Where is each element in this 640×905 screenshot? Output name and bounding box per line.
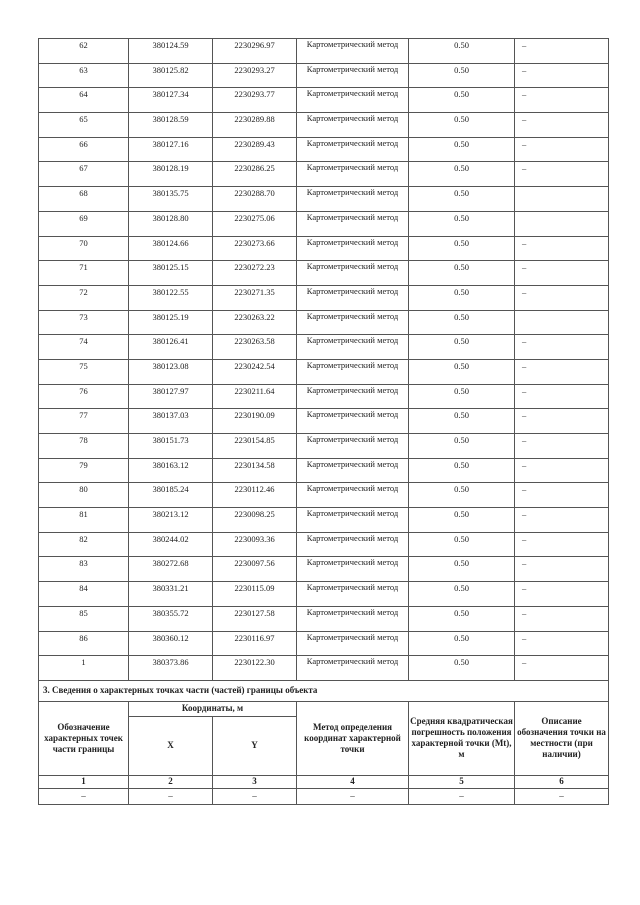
document-page <box>38 38 608 805</box>
coord-y-cell: 2230134.58 <box>213 458 297 483</box>
empty-cell: – <box>297 788 409 804</box>
coord-y-cell: 2230263.58 <box>213 335 297 360</box>
method-cell: Картометрический метод <box>297 483 409 508</box>
description-cell: – <box>515 409 609 434</box>
method-cell: Картометрический метод <box>297 187 409 212</box>
coord-x-cell: 380244.02 <box>129 532 213 557</box>
coord-x-cell: 380331.21 <box>129 582 213 607</box>
method-cell: Картометрический метод <box>297 656 409 681</box>
method-cell: Картометрический метод <box>297 63 409 88</box>
table-row <box>39 137 609 162</box>
point-number-cell: 65 <box>39 113 129 138</box>
method-cell: Картометрический метод <box>297 162 409 187</box>
method-cell: Картометрический метод <box>297 409 409 434</box>
accuracy-cell: 0.50 <box>409 508 515 533</box>
description-cell: – <box>515 656 609 681</box>
table-row <box>39 656 609 681</box>
point-number-cell: 67 <box>39 162 129 187</box>
point-number-cell: 70 <box>39 236 129 261</box>
accuracy-cell: 0.50 <box>409 310 515 335</box>
table-row <box>39 557 609 582</box>
point-number-cell: 1 <box>39 656 129 681</box>
accuracy-cell: 0.50 <box>409 335 515 360</box>
table-row <box>39 39 609 64</box>
column-index: 4 <box>297 775 409 788</box>
coord-x-cell: 380127.16 <box>129 137 213 162</box>
coord-x-cell: 380135.75 <box>129 187 213 212</box>
method-cell: Картометрический метод <box>297 236 409 261</box>
coord-y-cell: 2230289.88 <box>213 113 297 138</box>
accuracy-cell: 0.50 <box>409 532 515 557</box>
method-cell: Картометрический метод <box>297 631 409 656</box>
description-cell: – <box>515 88 609 113</box>
coord-y-cell: 2230097.56 <box>213 557 297 582</box>
header-coordinates: Координаты, м <box>129 701 297 716</box>
column-index: 3 <box>213 775 297 788</box>
table-row <box>39 409 609 434</box>
coord-y-cell: 2230293.77 <box>213 88 297 113</box>
point-number-cell: 84 <box>39 582 129 607</box>
coord-y-cell: 2230288.70 <box>213 187 297 212</box>
point-number-cell: 75 <box>39 359 129 384</box>
coord-x-cell: 380272.68 <box>129 557 213 582</box>
point-number-cell: 86 <box>39 631 129 656</box>
description-cell: – <box>515 63 609 88</box>
description-cell: – <box>515 606 609 631</box>
point-number-cell: 80 <box>39 483 129 508</box>
coord-x-cell: 380185.24 <box>129 483 213 508</box>
coord-y-cell: 2230293.27 <box>213 63 297 88</box>
accuracy-cell: 0.50 <box>409 434 515 459</box>
coord-x-cell: 380128.19 <box>129 162 213 187</box>
coord-y-cell: 2230098.25 <box>213 508 297 533</box>
column-index-row <box>39 775 609 788</box>
table-row <box>39 88 609 113</box>
table-row <box>39 285 609 310</box>
accuracy-cell: 0.50 <box>409 582 515 607</box>
point-number-cell: 81 <box>39 508 129 533</box>
accuracy-cell: 0.50 <box>409 409 515 434</box>
accuracy-cell: 0.50 <box>409 458 515 483</box>
method-cell: Картометрический метод <box>297 137 409 162</box>
coord-y-cell: 2230093.36 <box>213 532 297 557</box>
coord-y-cell: 2230190.09 <box>213 409 297 434</box>
table-row <box>39 113 609 138</box>
table-row <box>39 162 609 187</box>
coord-x-cell: 380125.15 <box>129 261 213 286</box>
empty-cell: – <box>39 788 129 804</box>
table-row <box>39 631 609 656</box>
coord-x-cell: 380125.82 <box>129 63 213 88</box>
table-row <box>39 310 609 335</box>
coord-y-cell: 2230154.85 <box>213 434 297 459</box>
coord-x-cell: 380125.19 <box>129 310 213 335</box>
description-cell: – <box>515 113 609 138</box>
coord-y-cell: 2230296.97 <box>213 39 297 64</box>
coord-x-cell: 380128.80 <box>129 211 213 236</box>
description-cell: – <box>515 557 609 582</box>
method-cell: Картометрический метод <box>297 359 409 384</box>
description-cell: – <box>515 434 609 459</box>
accuracy-cell: 0.50 <box>409 137 515 162</box>
coord-x-cell: 380122.55 <box>129 285 213 310</box>
description-cell: – <box>515 285 609 310</box>
coord-x-cell: 380163.12 <box>129 458 213 483</box>
method-cell: Картометрический метод <box>297 606 409 631</box>
description-cell: – <box>515 261 609 286</box>
coord-y-cell: 2230273.66 <box>213 236 297 261</box>
empty-cell: – <box>409 788 515 804</box>
table-row <box>39 384 609 409</box>
method-cell: Картометрический метод <box>297 508 409 533</box>
section3 <box>39 680 609 804</box>
point-number-cell: 77 <box>39 409 129 434</box>
points-table-body <box>39 39 609 681</box>
accuracy-cell: 0.50 <box>409 211 515 236</box>
table-row <box>39 582 609 607</box>
header-designation: Обозначение характерных точек части границы <box>39 701 129 775</box>
description-cell: – <box>515 236 609 261</box>
coord-x-cell: 380123.08 <box>129 359 213 384</box>
accuracy-cell: 0.50 <box>409 63 515 88</box>
description-cell: – <box>515 359 609 384</box>
boundary-points-table <box>38 38 609 805</box>
point-number-cell: 74 <box>39 335 129 360</box>
coord-x-cell: 380360.12 <box>129 631 213 656</box>
description-cell: – <box>515 458 609 483</box>
accuracy-cell: 0.50 <box>409 656 515 681</box>
description-cell: – <box>515 631 609 656</box>
header-x: X <box>129 716 213 775</box>
header-method: Метод определения координат характерной точки <box>297 701 409 775</box>
point-number-cell: 79 <box>39 458 129 483</box>
method-cell: Картометрический метод <box>297 335 409 360</box>
coord-x-cell: 380124.66 <box>129 236 213 261</box>
empty-cell: – <box>213 788 297 804</box>
coord-y-cell: 2230211.64 <box>213 384 297 409</box>
accuracy-cell: 0.50 <box>409 557 515 582</box>
table-row <box>39 359 609 384</box>
coord-x-cell: 380128.59 <box>129 113 213 138</box>
method-cell: Картометрический метод <box>297 434 409 459</box>
coord-x-cell: 380151.73 <box>129 434 213 459</box>
table-row <box>39 508 609 533</box>
point-number-cell: 64 <box>39 88 129 113</box>
column-index: 6 <box>515 775 609 788</box>
point-number-cell: 66 <box>39 137 129 162</box>
table-row <box>39 261 609 286</box>
description-cell: – <box>515 335 609 360</box>
table-row <box>39 458 609 483</box>
point-number-cell: 68 <box>39 187 129 212</box>
accuracy-cell: 0.50 <box>409 236 515 261</box>
coord-x-cell: 380124.59 <box>129 39 213 64</box>
accuracy-cell: 0.50 <box>409 359 515 384</box>
method-cell: Картометрический метод <box>297 310 409 335</box>
method-cell: Картометрический метод <box>297 285 409 310</box>
coord-x-cell: 380127.34 <box>129 88 213 113</box>
header-description: Описание обозначения точки на местности (при наличии) <box>515 701 609 775</box>
header-accuracy: Средняя квадратическая погрешность положения характерной точки (Mt), м <box>409 701 515 775</box>
description-cell: – <box>515 532 609 557</box>
coord-y-cell: 2230116.97 <box>213 631 297 656</box>
coord-x-cell: 380213.12 <box>129 508 213 533</box>
empty-cell: – <box>515 788 609 804</box>
accuracy-cell: 0.50 <box>409 88 515 113</box>
coord-y-cell: 2230242.54 <box>213 359 297 384</box>
point-number-cell: 76 <box>39 384 129 409</box>
accuracy-cell: 0.50 <box>409 606 515 631</box>
method-cell: Картометрический метод <box>297 113 409 138</box>
point-number-cell: 69 <box>39 211 129 236</box>
coord-y-cell: 2230289.43 <box>213 137 297 162</box>
table-row <box>39 63 609 88</box>
description-cell: – <box>515 384 609 409</box>
table-row <box>39 606 609 631</box>
coord-x-cell: 380137.03 <box>129 409 213 434</box>
table-row <box>39 483 609 508</box>
description-cell <box>515 310 609 335</box>
accuracy-cell: 0.50 <box>409 285 515 310</box>
section3-title: 3. Сведения о характерных точках части (частей) границы объекта <box>39 680 609 701</box>
coord-y-cell: 2230122.30 <box>213 656 297 681</box>
coord-y-cell: 2230275.06 <box>213 211 297 236</box>
description-cell <box>515 187 609 212</box>
table-row <box>39 187 609 212</box>
accuracy-cell: 0.50 <box>409 483 515 508</box>
coord-x-cell: 380126.41 <box>129 335 213 360</box>
method-cell: Картометрический метод <box>297 582 409 607</box>
header-y: Y <box>213 716 297 775</box>
accuracy-cell: 0.50 <box>409 162 515 187</box>
accuracy-cell: 0.50 <box>409 631 515 656</box>
column-index: 1 <box>39 775 129 788</box>
description-cell: – <box>515 508 609 533</box>
accuracy-cell: 0.50 <box>409 113 515 138</box>
column-index: 5 <box>409 775 515 788</box>
point-number-cell: 83 <box>39 557 129 582</box>
description-cell: – <box>515 39 609 64</box>
point-number-cell: 85 <box>39 606 129 631</box>
description-cell <box>515 211 609 236</box>
table-row <box>39 434 609 459</box>
point-number-cell: 78 <box>39 434 129 459</box>
accuracy-cell: 0.50 <box>409 261 515 286</box>
point-number-cell: 82 <box>39 532 129 557</box>
column-index: 2 <box>129 775 213 788</box>
coord-x-cell: 380127.97 <box>129 384 213 409</box>
coord-y-cell: 2230272.23 <box>213 261 297 286</box>
coord-y-cell: 2230271.35 <box>213 285 297 310</box>
point-number-cell: 73 <box>39 310 129 335</box>
coord-y-cell: 2230263.22 <box>213 310 297 335</box>
method-cell: Картометрический метод <box>297 458 409 483</box>
coord-y-cell: 2230286.25 <box>213 162 297 187</box>
method-cell: Картометрический метод <box>297 88 409 113</box>
empty-cell: – <box>129 788 213 804</box>
table-row <box>39 335 609 360</box>
coord-y-cell: 2230115.09 <box>213 582 297 607</box>
point-number-cell: 71 <box>39 261 129 286</box>
table-row <box>39 236 609 261</box>
accuracy-cell: 0.50 <box>409 39 515 64</box>
coord-x-cell: 380373.86 <box>129 656 213 681</box>
accuracy-cell: 0.50 <box>409 187 515 212</box>
method-cell: Картометрический метод <box>297 557 409 582</box>
description-cell: – <box>515 137 609 162</box>
description-cell: – <box>515 483 609 508</box>
point-number-cell: 62 <box>39 39 129 64</box>
point-number-cell: 72 <box>39 285 129 310</box>
method-cell: Картометрический метод <box>297 211 409 236</box>
description-cell: – <box>515 582 609 607</box>
method-cell: Картометрический метод <box>297 261 409 286</box>
accuracy-cell: 0.50 <box>409 384 515 409</box>
method-cell: Картометрический метод <box>297 39 409 64</box>
coord-y-cell: 2230112.46 <box>213 483 297 508</box>
coord-x-cell: 380355.72 <box>129 606 213 631</box>
point-number-cell: 63 <box>39 63 129 88</box>
coord-y-cell: 2230127.58 <box>213 606 297 631</box>
empty-data-row <box>39 788 609 804</box>
table-row <box>39 211 609 236</box>
method-cell: Картометрический метод <box>297 384 409 409</box>
description-cell: – <box>515 162 609 187</box>
method-cell: Картометрический метод <box>297 532 409 557</box>
table-row <box>39 532 609 557</box>
